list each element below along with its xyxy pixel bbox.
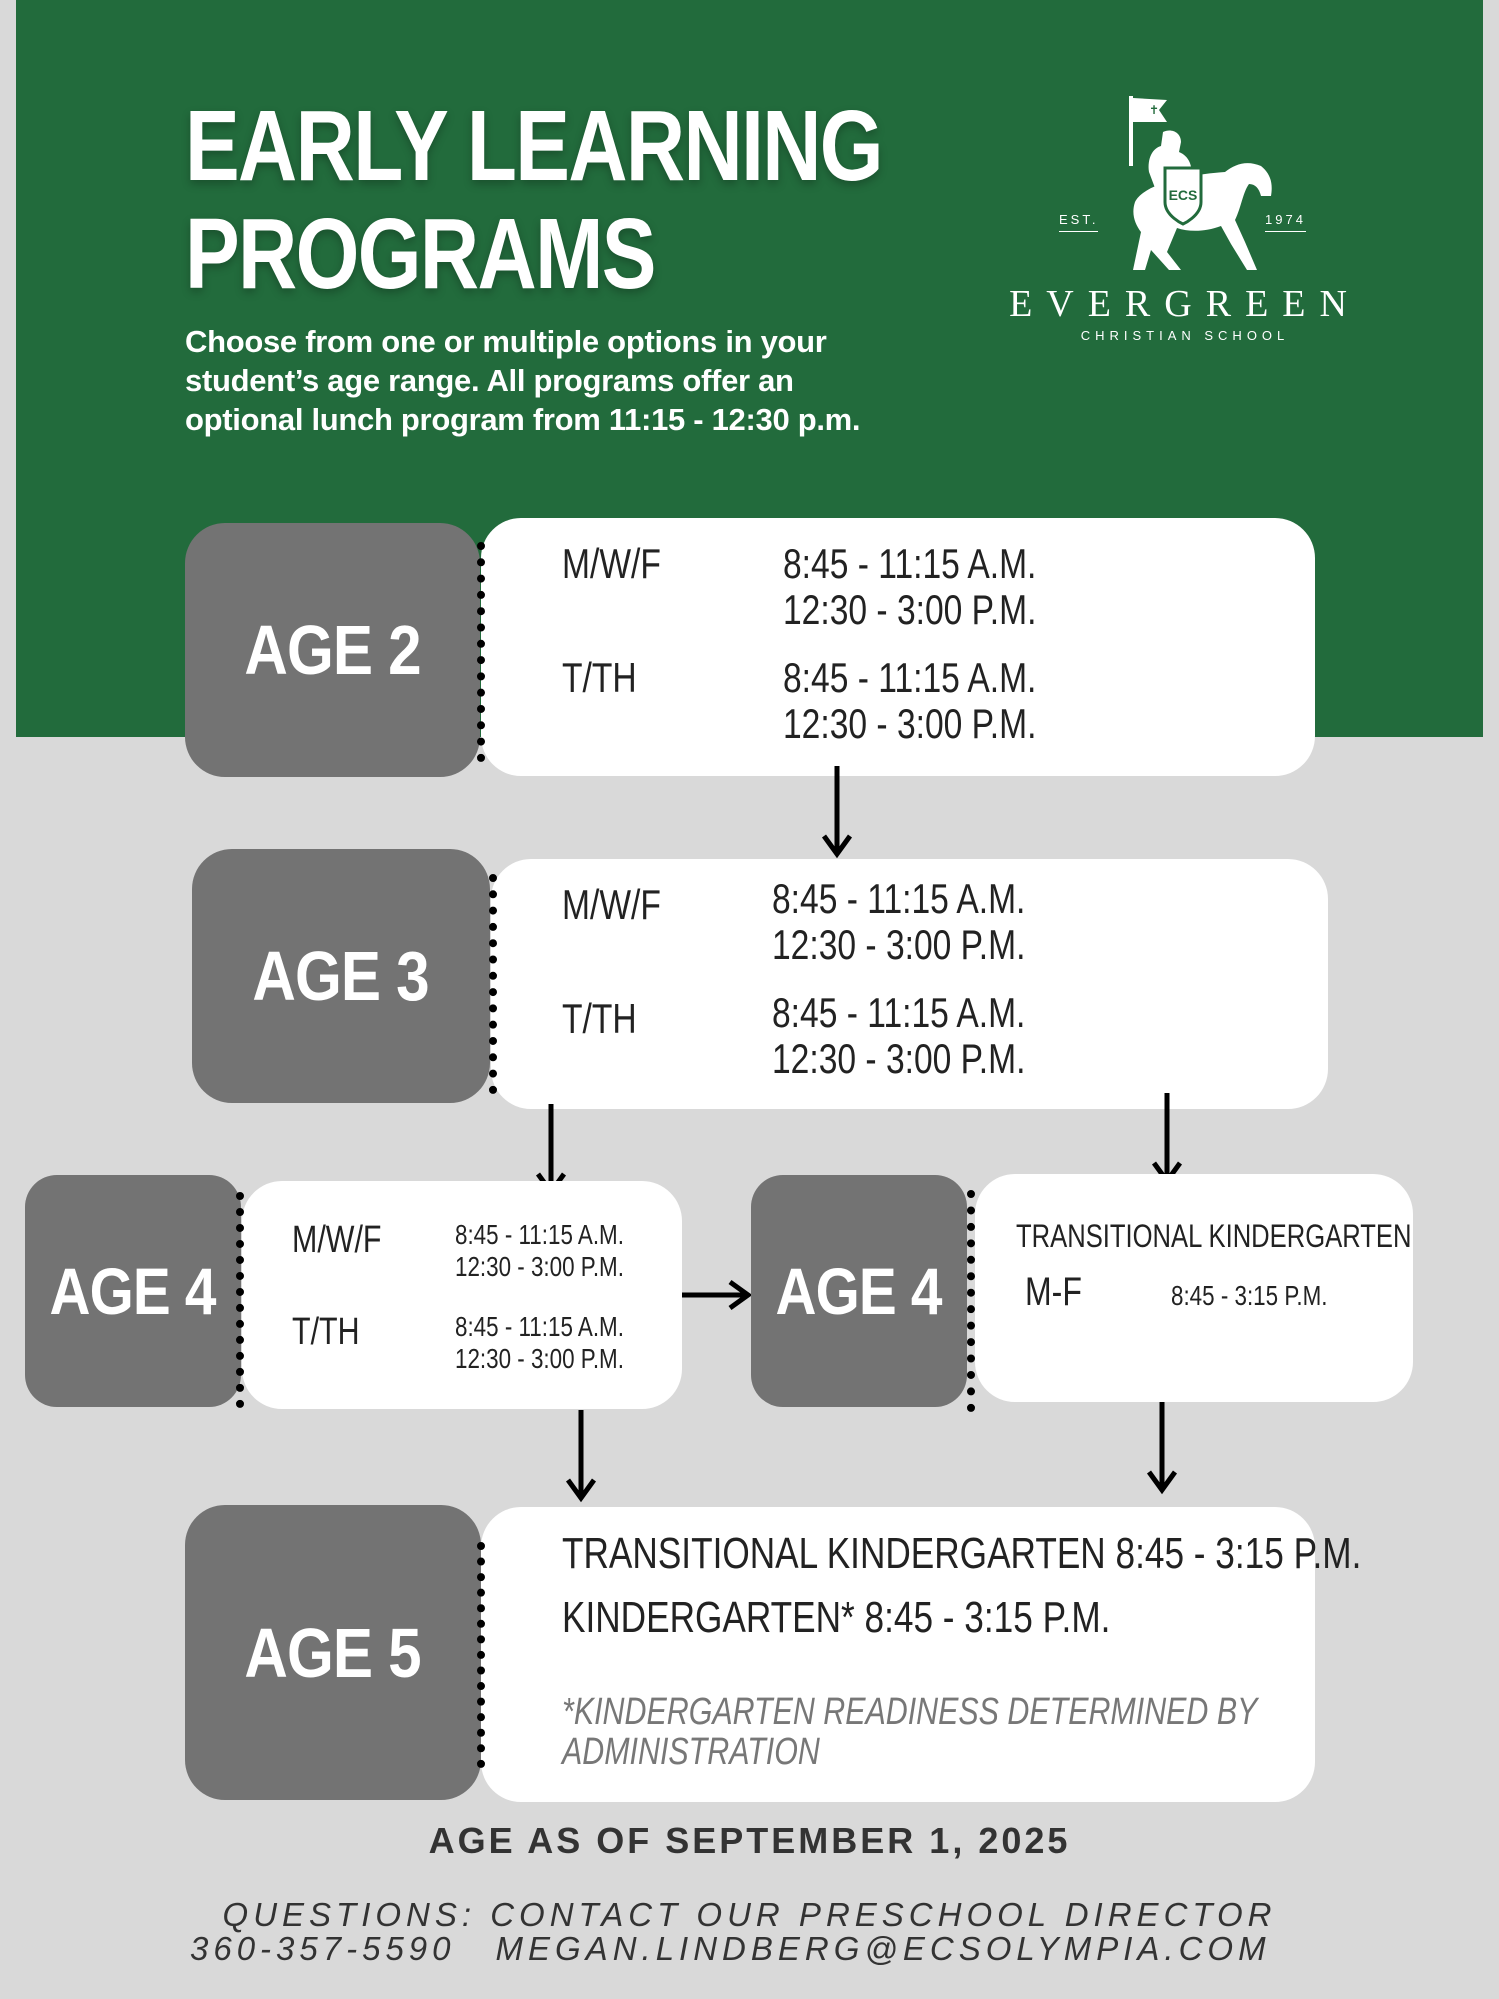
arrow-age4-tk-to-age5 [1146,1402,1178,1496]
arrow-age2-to-age3 [821,766,853,860]
age4-pre-days-2: T/TH [292,1311,360,1353]
age2-days-1: M/W/F [562,540,661,587]
age5-schedule-card [481,1507,1362,1802]
subtitle-line-1: Choose from one or multiple options in your [185,324,827,359]
age4-preschool-tab [25,1175,241,1407]
logo-subname: CHRISTIAN SCHOOL [1080,328,1290,343]
age4-preschool-divider [236,1192,244,1408]
age3-time-2a: 8:45 - 11:15 A.M. [772,989,1026,1036]
logo-year: 1974 [1265,212,1306,232]
age2-time-1a: 8:45 - 11:15 A.M. [783,540,1037,587]
age2-label: AGE 2 [244,611,421,689]
age3-label: AGE 3 [252,937,430,1015]
flag-cross-icon: ✝ [1149,103,1160,117]
age5-tk-line: TRANSITIONAL KINDERGARTEN 8:45 - 3:15 P.M. [562,1529,1362,1578]
age3-days-2: T/TH [562,995,637,1042]
age3-schedule-card [491,859,1328,1109]
age4-tk-days: M-F [1025,1270,1082,1314]
age3-time-1a: 8:45 - 11:15 A.M. [772,875,1026,922]
age4-tk-time: 8:45 - 3:15 P.M. [1171,1280,1328,1311]
age4-tk-program: TRANSITIONAL KINDERGARTEN [1016,1218,1412,1254]
age4-pre-time-2b: 12:30 - 3:00 P.M. [455,1343,624,1374]
age2-schedule-card [481,518,1315,776]
phone-number[interactable]: 360-357-5590 [190,1930,456,1967]
age5-label: AGE 5 [244,1613,422,1692]
arrow-age4-preschool-to-tk [682,1279,752,1311]
age5-note-line-2: ADMINISTRATION [562,1731,820,1773]
age4-tk-divider [967,1190,975,1412]
age4-pre-time-2a: 8:45 - 11:15 A.M. [455,1311,624,1342]
age4-tk-label: AGE 4 [775,1254,943,1328]
age5-note-line-1: *KINDERGARTEN READINESS DETERMINED BY [562,1691,1258,1733]
age4-tk-tab [751,1175,967,1407]
school-logo [975,92,1395,352]
age3-tab [192,849,490,1103]
age4-pre-days-1: M/W/F [292,1219,382,1261]
title-line-1: EARLY LEARNING [185,90,882,202]
age-cutoff-note: AGE AS OF SEPTEMBER 1, 2025 [428,1820,1071,1861]
knight-on-horse-icon [1085,92,1285,277]
age4-preschool-label: AGE 4 [49,1254,217,1328]
age4-preschool-schedule-card [242,1181,682,1409]
email-address[interactable]: MEGAN.LINDBERG@ECSOLYMPIA.COM [495,1930,1271,1967]
age2-tab [185,523,480,777]
arrow-age3-to-age4-tk [1151,1093,1183,1187]
contact-prompt: QUESTIONS: CONTACT OUR PRESCHOOL DIRECTOR [222,1896,1277,1933]
age5-k-line: KINDERGARTEN* 8:45 - 3:15 P.M. [562,1593,1111,1642]
age4-pre-time-1a: 8:45 - 11:15 A.M. [455,1219,624,1250]
age5-tab [185,1505,481,1800]
age2-days-2: T/TH [562,654,637,701]
age3-time-1b: 12:30 - 3:00 P.M. [772,921,1026,968]
subtitle-line-3: optional lunch program from 11:15 - 12:30 p.m. [185,402,861,437]
age2-divider [477,542,485,762]
logo-est: EST. [1059,212,1098,232]
logo-shield-text: ECS [1168,187,1198,203]
age3-time-2b: 12:30 - 3:00 P.M. [772,1035,1026,1082]
age4-tk-schedule-card [975,1174,1413,1402]
age3-days-1: M/W/F [562,881,661,928]
contact-info [190,1930,1271,1968]
subtitle-line-2: student’s age range. All programs offer an [185,363,794,398]
arrow-age4-preschool-to-age5 [565,1410,597,1504]
age2-time-2b: 12:30 - 3:00 P.M. [783,700,1037,747]
age5-divider [477,1542,485,1768]
age4-pre-time-1b: 12:30 - 3:00 P.M. [455,1251,624,1282]
age3-divider [489,874,497,1094]
page-subtitle [185,322,1005,439]
title-line-2: PROGRAMS [185,198,655,310]
logo-name: EVERGREEN [1009,283,1361,325]
page-title [185,92,882,308]
age2-time-1b: 12:30 - 3:00 P.M. [783,586,1037,633]
age2-time-2a: 8:45 - 11:15 A.M. [783,654,1037,701]
